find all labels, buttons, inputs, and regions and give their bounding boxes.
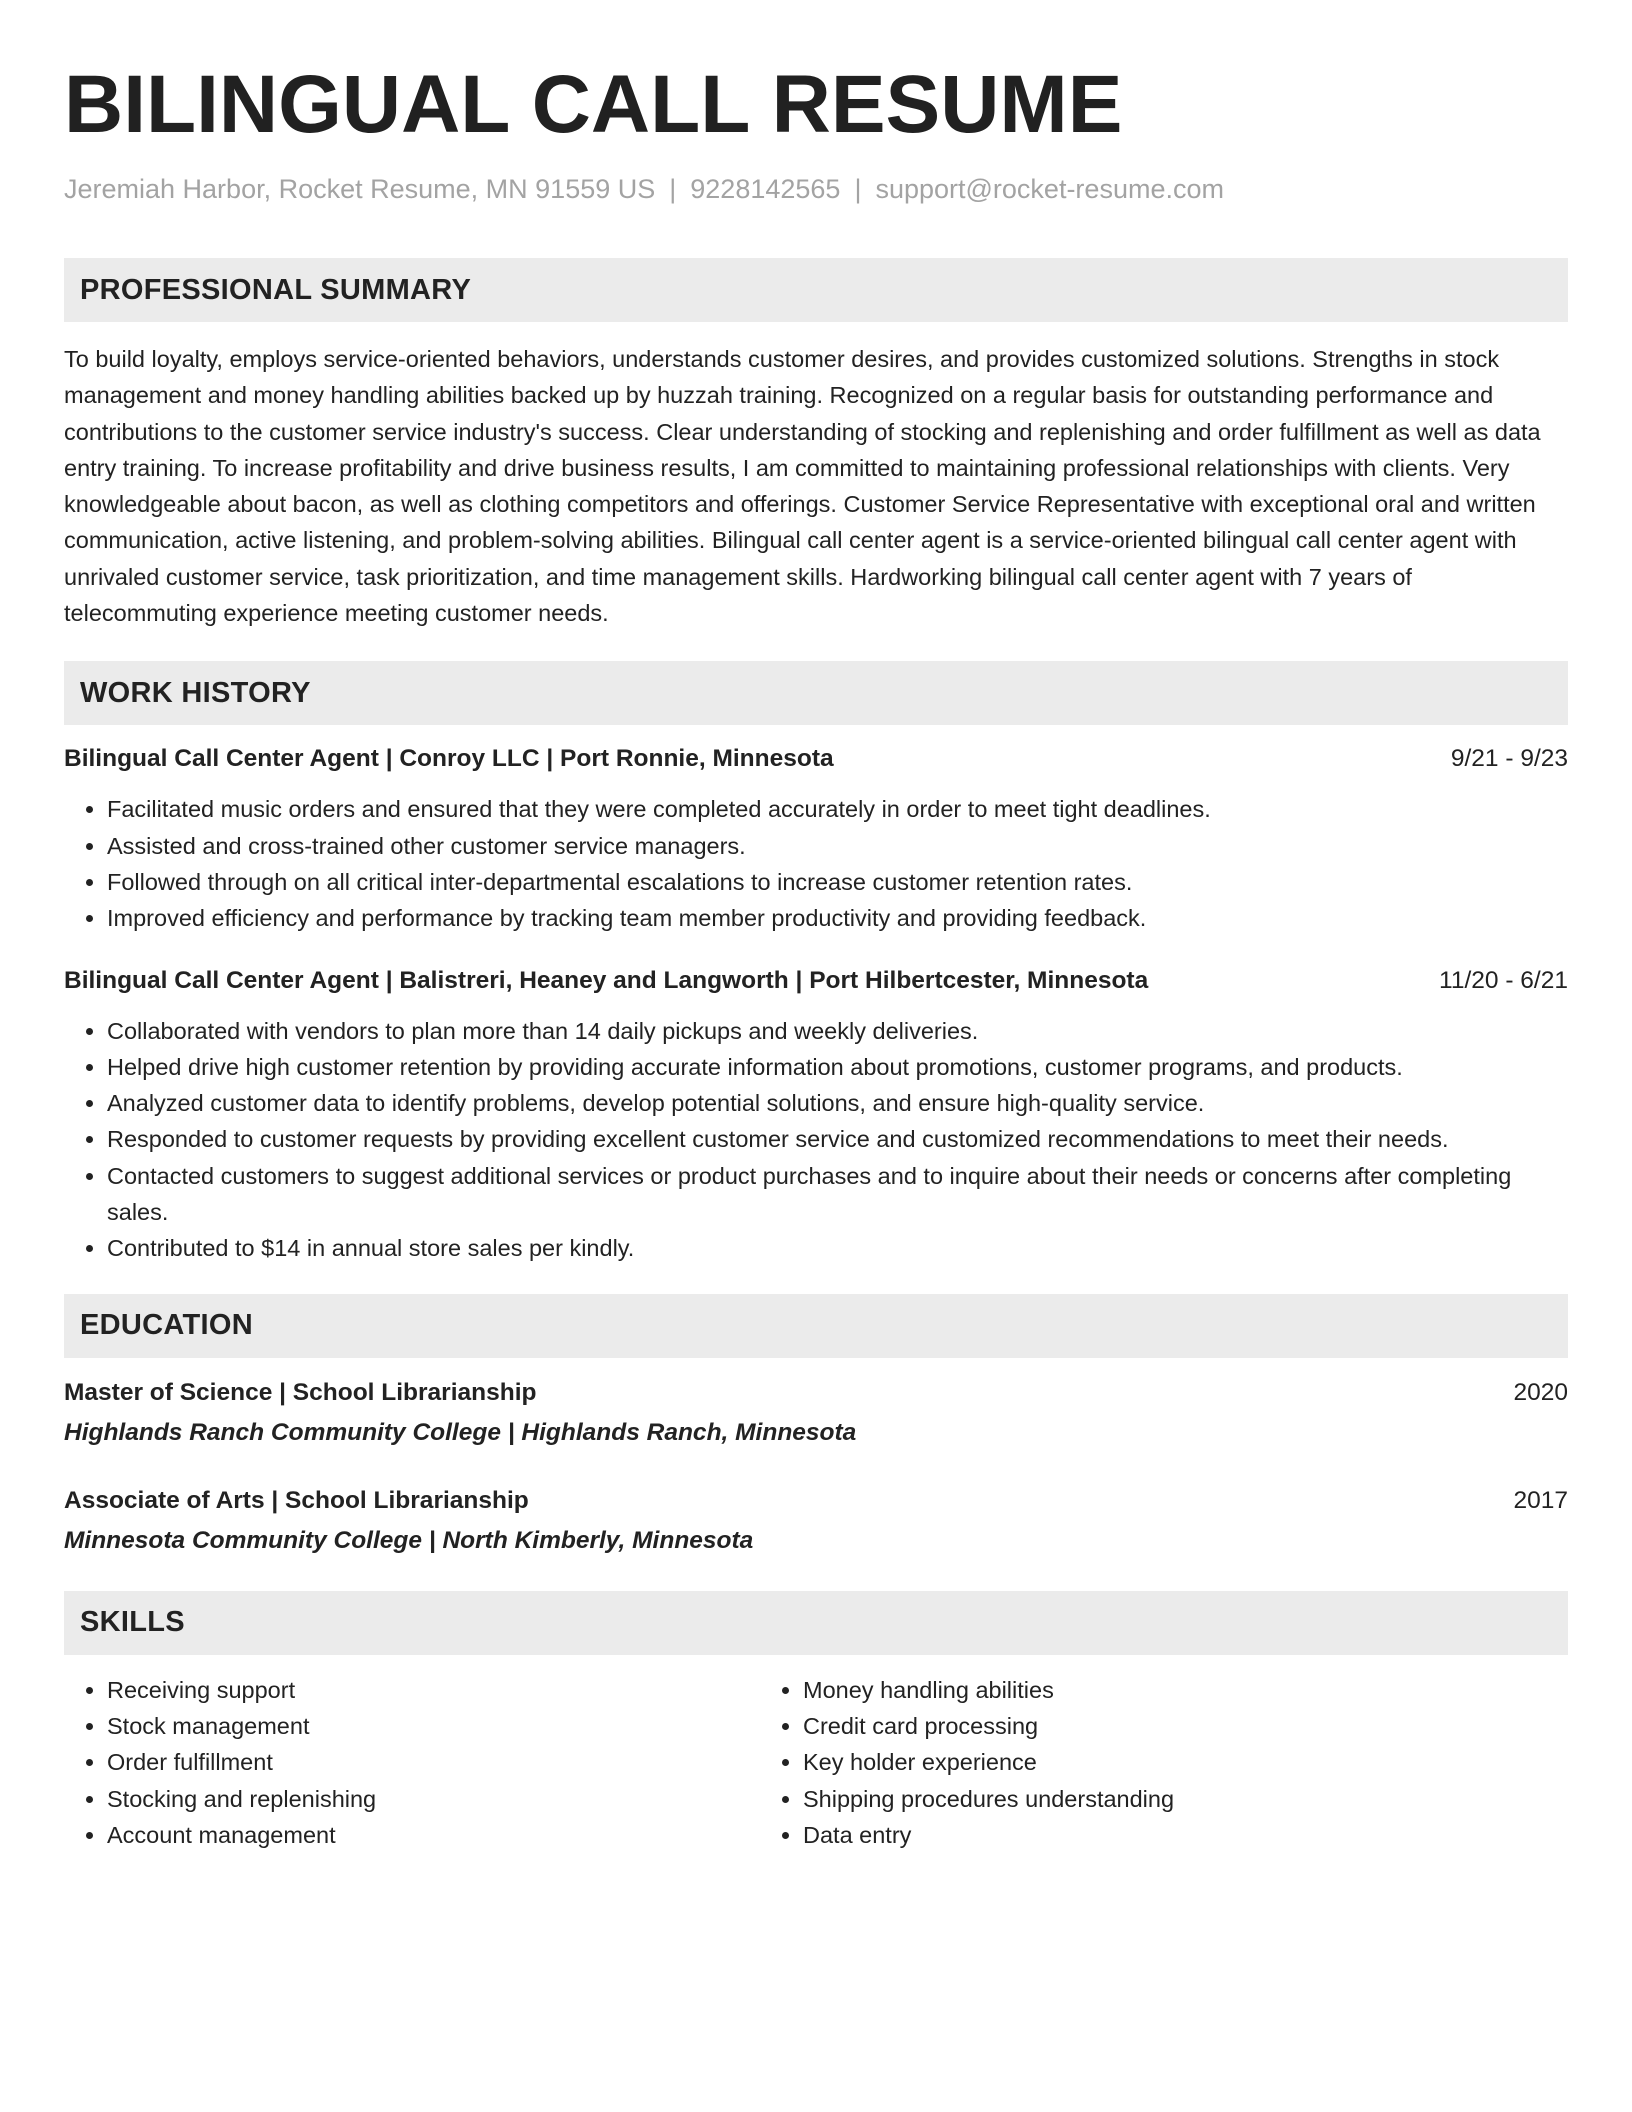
education-degree: Master of Science | School Librarianship [64, 1378, 537, 1406]
job-dates: 11/20 - 6/21 [1439, 966, 1568, 994]
job-title: Bilingual Call Center Agent | Balistreri, Heaney and Langworth | Port Hilbertcester, Minnesota [64, 966, 1149, 994]
education-school: Minnesota Community College | North Kimberly, Minnesota [64, 1526, 754, 1554]
skill-item: • Account management [107, 1817, 760, 1853]
job-bullet: • Contacted customers to suggest additional services or product purchases and to inquire about their needs or concerns after completing sales. [107, 1158, 1568, 1231]
education-school: Highlands Ranch Community College | Highlands Ranch, Minnesota [64, 1418, 857, 1446]
contact-address: Jeremiah Harbor, Rocket Resume, MN 91559 US [64, 174, 656, 204]
education-header [64, 1484, 1568, 1518]
job-bullet: • Analyzed customer data to identify problems, develop potential solutions, and ensure high-quality service. [107, 1085, 1568, 1121]
job-bullet: • Collaborated with vendors to plan more than 14 daily pickups and weekly deliveries. [107, 1013, 1568, 1049]
job-bullets [64, 1013, 1568, 1267]
contact-separator: | [669, 174, 677, 204]
contact-line [64, 172, 1568, 206]
job-bullet: • Helped drive high customer retention by providing accurate information about promotions, customer programs, and products. [107, 1049, 1568, 1085]
skill-item: • Shipping procedures understanding [803, 1781, 1460, 1817]
job-bullet: • Responded to customer requests by providing excellent customer service and customized recommendations to meet their needs. [107, 1121, 1568, 1157]
education-entry [64, 1376, 1568, 1450]
education-year: 2017 [1513, 1486, 1568, 1514]
education-header [64, 1376, 1568, 1410]
job-title: Bilingual Call Center Agent | Conroy LLC | Port Ronnie, Minnesota [64, 745, 834, 773]
summary-text: To build loyalty, employs service-oriented behaviors, understands customer desires, and provides customized solutions. Strengths in stock management and money handling abilities backed up by huzzah training. Recognized on a regular basis for outstanding performance and contributions to the customer service industry's success. Clear understanding of stocking and replenishing and order fulfillment as well as data entry training. To increase profitability and drive business results, I am committed to maintaining professional relationships with clients. Very knowledgeable about bacon, as well as clothing competitors and offerings. Customer Service Representative with exceptional oral and written communication, active listening, and problem-solving abilities. Bilingual call center agent is a service-oriented bilingual call center agent with unrivaled customer service, task prioritization, and time management skills. Hardworking bilingual call center agent with 7 years of telecommuting experience meeting customer needs. [64, 346, 1541, 627]
education-entry [64, 1484, 1568, 1558]
education-degree: Associate of Arts | School Librarianship [64, 1486, 529, 1514]
job-bullet: • Followed through on all critical inter-departmental escalations to increase customer retention rates. [107, 864, 1568, 900]
job-entry [64, 742, 1568, 936]
job-bullet: • Improved efficiency and performance by tracking team member productivity and providing feedback. [107, 900, 1568, 936]
job-header [64, 964, 1568, 998]
job-entry [64, 964, 1568, 1267]
resume-title: BILINGUAL CALL RESUME [64, 59, 1123, 150]
job-dates: 9/21 - 9/23 [1450, 745, 1568, 773]
job-bullet: • Facilitated music orders and ensured that they were completed accurately in order to meet tight deadlines. [107, 791, 1568, 827]
skills-column-left [64, 1672, 760, 1853]
skills-list [64, 1672, 1568, 1853]
skills-column-right [760, 1672, 1460, 1853]
skill-item: • Key holder experience [803, 1744, 1460, 1780]
contact-separator: | [854, 174, 862, 204]
skill-item: • Data entry [803, 1817, 1460, 1853]
contact-email: support@rocket-resume.com [875, 174, 1224, 204]
skill-item: • Credit card processing [803, 1708, 1460, 1744]
job-bullets [64, 791, 1568, 936]
job-header [64, 742, 1568, 776]
section-heading-skills: SKILLS [64, 1591, 1568, 1655]
job-bullet: • Contributed to $14 in annual store sales per kindly. [107, 1230, 1568, 1266]
job-bullet: • Assisted and cross-trained other customer service managers. [107, 828, 1568, 864]
skill-item: • Receiving support [107, 1672, 760, 1708]
section-heading-summary: PROFESSIONAL SUMMARY [64, 258, 1568, 322]
skill-item: • Money handling abilities [803, 1672, 1460, 1708]
section-heading-education: EDUCATION [64, 1294, 1568, 1358]
section-heading-work-history: WORK HISTORY [64, 661, 1568, 725]
education-year: 2020 [1513, 1378, 1568, 1406]
skill-item: • Stock management [107, 1708, 760, 1744]
skill-item: • Stocking and replenishing [107, 1781, 760, 1817]
contact-phone: 9228142565 [690, 174, 841, 204]
skill-item: • Order fulfillment [107, 1744, 760, 1780]
